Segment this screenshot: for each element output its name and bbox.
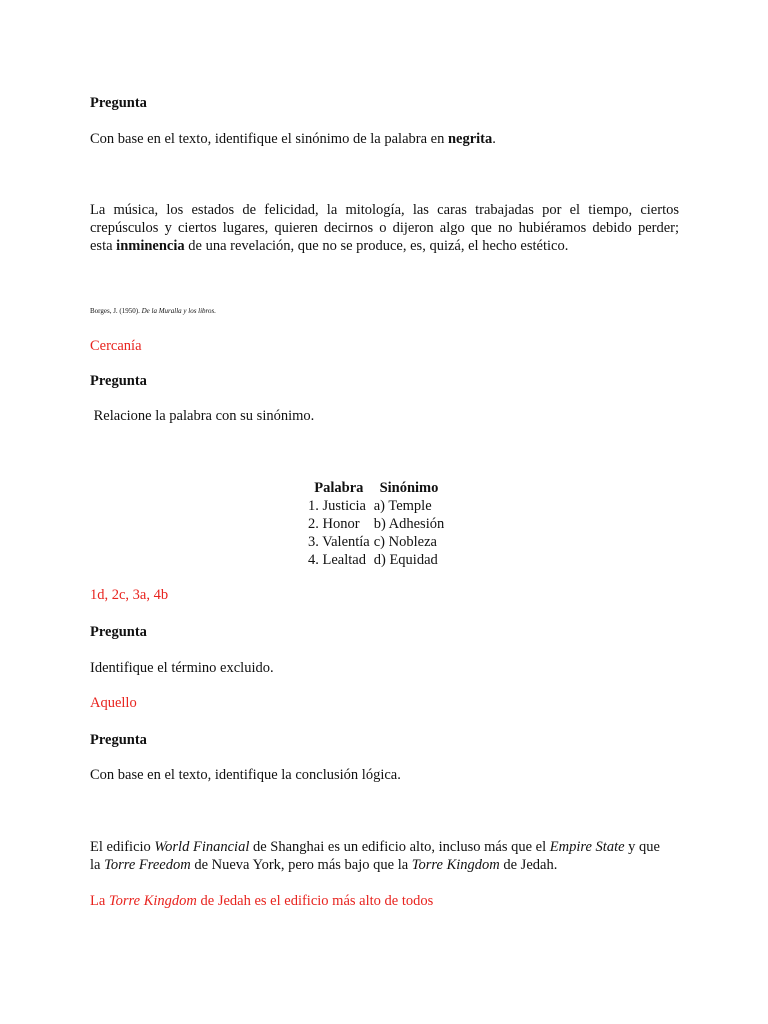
answer-4 xyxy=(90,892,433,910)
passage-line-1: La música, los estados de felicidad, la mitología, las caras trabajadas por el tiempo, ciertos xyxy=(90,202,679,218)
answer-italic: Torre Kingdom xyxy=(108,893,197,909)
answer-text: de Jedah es el edificio más alto de todos xyxy=(196,893,434,909)
answer-2: 1d, 2c, 3a, 4b xyxy=(90,587,169,603)
passage-line-2: crepúsculos y ciertos lugares, quieren decirnos o dijeron algo que no hubiéramos debido perder; xyxy=(90,220,679,236)
passage-text: esta xyxy=(90,238,117,254)
premise-text: y que xyxy=(624,839,660,855)
question-prompt-1 xyxy=(90,130,496,148)
passage-text-end: de una revelación, que no se produce, es, quizá, el hecho estético. xyxy=(184,238,569,254)
premise-text: de Shanghai es un edificio alto, incluso más que el xyxy=(249,839,550,855)
question-prompt-3: Identifique el término excluido. xyxy=(90,660,274,676)
premise-italic: World Financial xyxy=(154,839,250,855)
premise-italic: Empire State xyxy=(549,839,625,855)
table-row xyxy=(306,551,446,569)
premise-text: de Nueva York, pero más bajo que la xyxy=(190,857,412,873)
table-cell-word: 3. Valentía xyxy=(308,534,370,550)
premise-line-2 xyxy=(90,856,557,874)
answer-3: Aquello xyxy=(90,695,137,711)
premise-italic: Torre Kingdom xyxy=(411,857,500,873)
premise-text: de Jedah. xyxy=(499,857,558,873)
prompt-text-end: . xyxy=(492,131,496,147)
table-header-row xyxy=(306,479,446,497)
question-heading-2: Pregunta xyxy=(90,373,147,389)
answer-text: La xyxy=(90,893,109,909)
question-prompt-4: Con base en el texto, identifique la conclusión lógica. xyxy=(90,767,401,783)
table-cell-synonym: d) Equidad xyxy=(373,552,438,568)
premise-text: la xyxy=(90,857,105,873)
table-row xyxy=(306,533,446,551)
table-cell-synonym: b) Adhesión xyxy=(373,516,445,532)
question-heading-1: Pregunta xyxy=(90,95,147,111)
passage-bold-word: inminencia xyxy=(116,238,185,254)
prompt-bold-word: negrita xyxy=(447,131,493,147)
synonym-table xyxy=(306,479,446,569)
table-cell-synonym: a) Temple xyxy=(373,498,432,514)
citation-author: Borges, J. (1950). xyxy=(90,307,142,315)
table-cell-word: 2. Honor xyxy=(308,516,360,532)
question-prompt-2: Relacione la palabra con su sinónimo. xyxy=(90,408,315,424)
table-cell-word: 1. Justicia xyxy=(308,498,366,514)
passage-line-3 xyxy=(90,237,568,255)
table-row xyxy=(306,515,446,533)
premise-line-1 xyxy=(90,838,660,856)
premise-italic: Torre Freedom xyxy=(104,857,191,873)
table-cell-word: 4. Lealtad xyxy=(308,552,366,568)
prompt-text: Con base en el texto, identifique el sinónimo de la palabra en xyxy=(90,131,448,147)
table-row xyxy=(306,497,446,515)
column-header-sinonimo: Sinónimo xyxy=(379,480,439,496)
question-heading-4: Pregunta xyxy=(90,732,147,748)
column-header-palabra: Palabra xyxy=(314,480,364,496)
premise-text: El edificio xyxy=(90,839,155,855)
question-heading-3: Pregunta xyxy=(90,624,147,640)
citation-title: De la Muralla y los libros. xyxy=(141,307,216,315)
citation xyxy=(90,307,216,316)
answer-1: Cercanía xyxy=(90,338,142,354)
table-cell-synonym: c) Nobleza xyxy=(373,534,437,550)
